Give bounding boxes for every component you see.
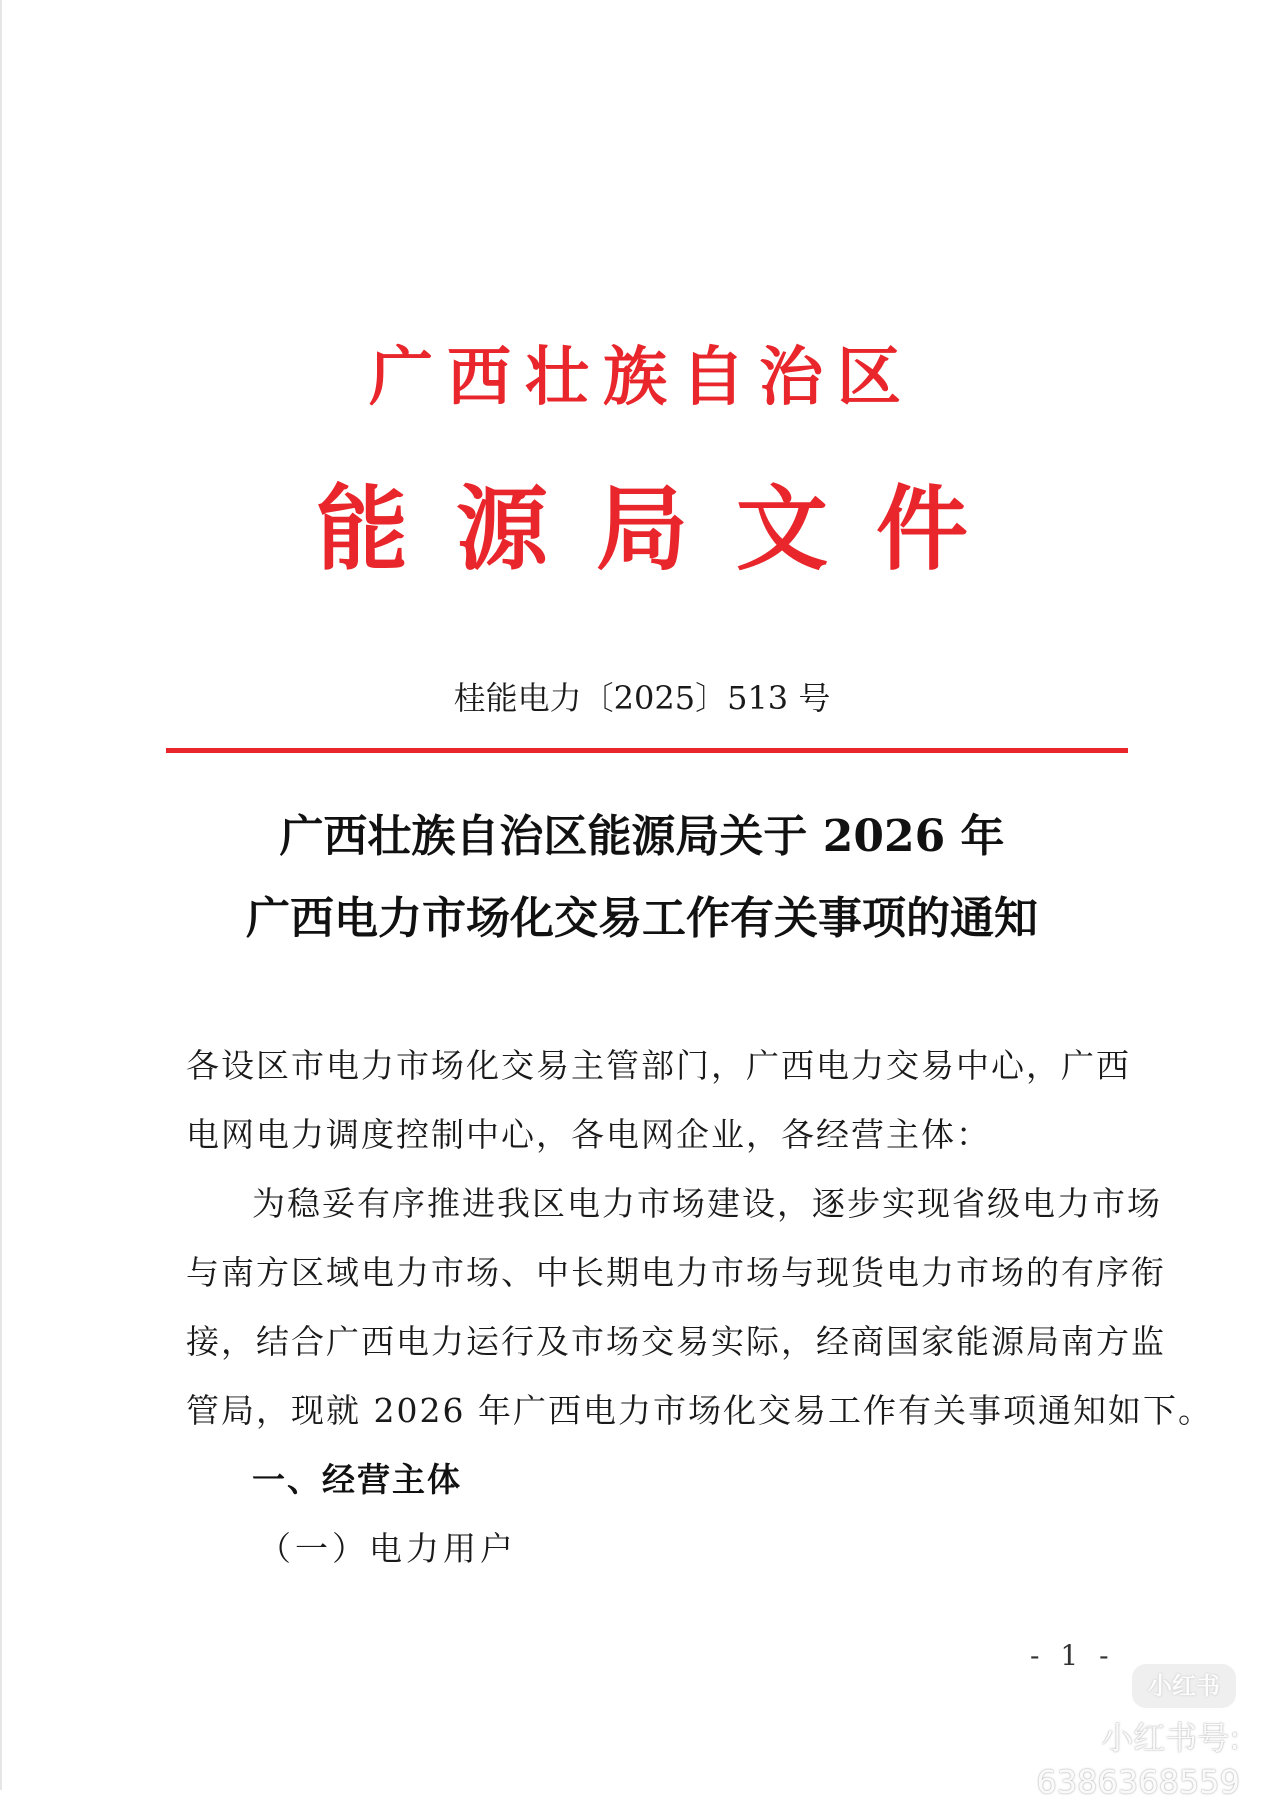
section-heading: 一、经营主体 — [252, 1460, 462, 1499]
watermark-id-text: 小红书号: 6386368559 — [1036, 1719, 1240, 1801]
issuer-title: 广西壮族自治区 — [369, 340, 915, 415]
addressee-line-2: 电网电力调度控制中心，各电网企业，各经营主体： — [186, 1115, 991, 1154]
paragraph-line-3: 接，结合广西电力运行及市场交易实际，经商国家能源局南方监 — [186, 1322, 1166, 1361]
document-number: 桂能电力〔2025〕513 号 — [453, 679, 831, 717]
watermark-logo: 小红书 — [1132, 1664, 1236, 1708]
page-number: - 1 - — [1030, 1639, 1115, 1672]
paragraph-line-4: 管局，现就 2026 年广西电力市场化交易工作有关事项通知如下。 — [186, 1391, 1213, 1430]
subsection-heading: （一）电力用户 — [258, 1529, 517, 1568]
notice-heading-line-2: 广西电力市场化交易工作有关事项的通知 — [246, 893, 1038, 944]
addressee-line-1: 各设区市电力市场化交易主管部门，广西电力交易中心，广西 — [186, 1046, 1131, 1085]
paragraph-line-1: 为稳妥有序推进我区电力市场建设，逐步实现省级电力市场 — [252, 1184, 1162, 1223]
document-type-title: 能源局文件 — [315, 475, 1016, 583]
notice-heading-line-1: 广西壮族自治区能源局关于 2026 年 — [279, 811, 1005, 862]
paragraph-line-2: 与南方区域电力市场、中长期电力市场与现货电力市场的有序衔 — [186, 1253, 1166, 1292]
red-separator-line — [166, 748, 1128, 753]
